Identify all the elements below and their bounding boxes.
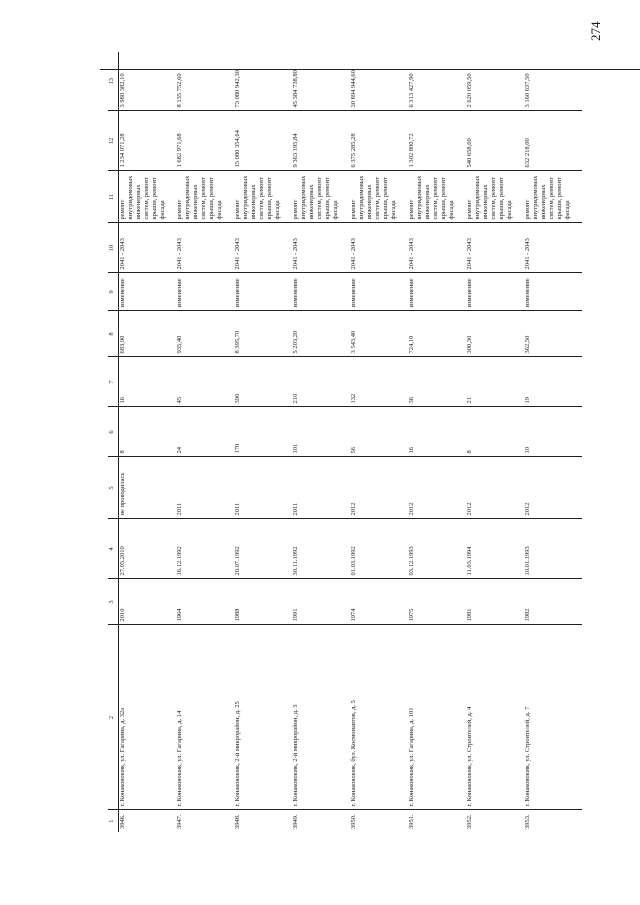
column-number: 1 [108, 810, 118, 832]
total-cell: 45 384 738,80 [292, 52, 350, 111]
type-cell: изменение [350, 273, 408, 311]
period-cell: 2041 - 2043 [466, 223, 524, 273]
column-number: 6 [108, 407, 118, 457]
type-cell: изменение [118, 273, 176, 311]
period-cell: 2041 - 2043 [292, 223, 350, 273]
privatization-year-cell: 2012 [466, 457, 524, 519]
total-cell: 73 080 942,30 [234, 52, 292, 111]
row-number: 3950. [350, 814, 357, 829]
program-table [108, 52, 582, 832]
privatization-year-cell: 2011 [234, 457, 292, 519]
area-cell: 8 395,70 [234, 311, 292, 357]
year-built-cell: 1981 [466, 579, 524, 625]
type-cell: изменение [524, 273, 582, 311]
table-row [350, 52, 408, 832]
column-7-cell: 210 [292, 357, 350, 407]
work-cell: ремонт внутридомовых инженерных систем, ремонт крыши, ремонт фасада [118, 171, 176, 223]
area-cell: 3 543,40 [350, 311, 408, 357]
row-number: 3952. [466, 814, 473, 829]
sum-cell: 15 080 354,64 [234, 111, 292, 171]
column-7-cell: 16 [118, 357, 176, 407]
column-7-cell: 45 [176, 357, 234, 407]
column-6-cell: 8 [466, 407, 524, 457]
column-number: 5 [108, 457, 118, 519]
type-cell: изменение [292, 273, 350, 311]
work-cell: ремонт внутридомовых инженерных систем, ремонт крыши, ремонт фасада [234, 171, 292, 223]
address-cell: г. Конаковокмк, ул. Гагарина, д. 101 [408, 625, 466, 810]
column-6-cell: 101 [292, 407, 350, 457]
work-cell: ремонт внутридомовых инженерных систем, ремонт крыши, ремонт фасада [176, 171, 234, 223]
privatization-year-cell: 2012 [408, 457, 466, 519]
type-cell: изменение [176, 273, 234, 311]
privatization-year-cell: не проводилась [118, 457, 176, 519]
row-number: 3949. [292, 814, 299, 829]
period-cell: 2041 - 2043 [176, 223, 234, 273]
row-number: 3953. [524, 814, 531, 829]
year-built-cell: 1974 [350, 579, 408, 625]
sum-cell: 6 375 285,28 [350, 111, 408, 171]
privatization-year-cell: 2011 [292, 457, 350, 519]
column-7-cell: 132 [350, 357, 408, 407]
year-built-cell: 1991 [292, 579, 350, 625]
table-row [176, 52, 234, 832]
total-cell: 30 894 944,60 [350, 52, 408, 111]
address-cell: г. Конаковокмк, ул. Гагарина, д. 14 [176, 625, 234, 810]
address-cell: г. Конаковокмк, ул. Строителей, д. 4 [466, 625, 524, 810]
work-cell: ремонт внутридомовых инженерных систем, ремонт крыши, ремонт фасада [408, 171, 466, 223]
row-number: 3947. [176, 814, 183, 829]
column-number: 2 [108, 625, 118, 810]
total-cell: 3 980 382,10 [118, 52, 176, 111]
type-cell: изменение [408, 273, 466, 311]
period-cell: 2041 - 2043 [118, 223, 176, 273]
table-row [118, 52, 176, 832]
year-built-cell: 1982 [524, 579, 582, 625]
type-cell: изменение [466, 273, 524, 311]
column-6-cell: 170 [234, 407, 292, 457]
column-6-cell: 16 [408, 407, 466, 457]
period-cell: 2041 - 2043 [234, 223, 292, 273]
area-cell: 935,40 [176, 311, 234, 357]
column-number: 13 [108, 52, 118, 111]
column-7-cell: 19 [524, 357, 582, 407]
column-number: 3 [108, 579, 118, 625]
column-number-row [108, 52, 118, 832]
year-built-cell: 1964 [176, 579, 234, 625]
period-cell: 2041 - 2043 [524, 223, 582, 273]
date-cell: 01.03.1992 [350, 519, 408, 579]
address-cell: г. Конаковокмк, бул. Космонавтов, д. 5 [350, 625, 408, 810]
sum-cell: 9 363 195,84 [292, 111, 350, 171]
row-number: 3946. [118, 814, 126, 829]
sum-cell: 1 234 071,28 [118, 111, 176, 171]
total-cell: 3 160 637,50 [524, 52, 582, 111]
work-cell: ремонт внутридомовых инженерных систем, ремонт крыши, ремонт фасада [350, 171, 408, 223]
period-cell: 2041 - 2043 [350, 223, 408, 273]
address-cell: г. Конаковокмк, 2-й микрорайон, д. 25 [234, 625, 292, 810]
date-cell: 16.12.1992 [176, 519, 234, 579]
column-7-cell: 21 [466, 357, 524, 407]
date-cell: 10.01.1993 [524, 519, 582, 579]
address-cell: г. Конаковокмк, ул. Строителей, д. 7 [524, 625, 582, 810]
privatization-year-cell: 2012 [350, 457, 408, 519]
date-cell: 30.11.1992 [292, 519, 350, 579]
type-cell: изменение [234, 273, 292, 311]
area-cell: 300,30 [466, 311, 524, 357]
address-cell: г. Конаковокмк, ул. Гагарина, д. 32а [118, 625, 176, 810]
date-cell: 11.03.1994 [466, 519, 524, 579]
column-7-cell: 36 [408, 357, 466, 407]
column-6-cell: 56 [350, 407, 408, 457]
page-number: 274 [588, 21, 603, 41]
work-cell: ремонт внутридомовых инженерных систем, ремонт крыши, ремонт фасада [292, 171, 350, 223]
table-row [408, 52, 466, 832]
column-number: 4 [108, 519, 118, 579]
column-7-cell: 390 [234, 357, 292, 407]
column-number: 8 [108, 311, 118, 357]
rotated-table-area [108, 52, 640, 832]
column-number: 12 [108, 111, 118, 171]
row-number: 3951. [408, 814, 415, 829]
year-built-cell: 1988 [234, 579, 292, 625]
table-row [466, 52, 524, 832]
date-cell: 03.12.1993 [408, 519, 466, 579]
sum-cell: 1 302 800,72 [408, 111, 466, 171]
date-cell: 27.05.2010 [118, 519, 176, 579]
sum-cell: 1 682 971,68 [176, 111, 234, 171]
sum-cell: 540 658,60 [466, 111, 524, 171]
column-number: 9 [108, 273, 118, 311]
period-cell: 2041 - 2043 [408, 223, 466, 273]
privatization-year-cell: 2012 [524, 457, 582, 519]
table-row [524, 52, 582, 832]
table-row [292, 52, 350, 832]
column-number: 7 [108, 357, 118, 407]
year-built-cell: 2010 [118, 579, 176, 625]
date-cell: 20.07.1992 [234, 519, 292, 579]
total-cell: 6 313 427,90 [408, 52, 466, 111]
total-cell: 2 620 059,50 [466, 52, 524, 111]
area-cell: 724,10 [408, 311, 466, 357]
column-6-cell: 8 [118, 407, 176, 457]
work-cell: ремонт внутридомовых инженерных систем, ремонт крыши, ремонт фасада [524, 171, 582, 223]
privatization-year-cell: 2011 [176, 457, 234, 519]
work-cell: ремонт внутридомовых инженерных систем, ремонт крыши, ремонт фасада [466, 171, 524, 223]
table-row [234, 52, 292, 832]
row-number: 3948. [234, 814, 241, 829]
column-number: 11 [108, 171, 118, 223]
address-cell: г. Конаковокмк, 2-й микрорайон, д. 3 [292, 625, 350, 810]
year-built-cell: 1975 [408, 579, 466, 625]
column-number: 10 [108, 223, 118, 273]
area-cell: 683,90 [118, 311, 176, 357]
area-cell: 5 203,20 [292, 311, 350, 357]
column-6-cell: 10 [524, 407, 582, 457]
column-6-cell: 24 [176, 407, 234, 457]
total-cell: 8 135 752,60 [176, 52, 234, 111]
sum-cell: 632 218,00 [524, 111, 582, 171]
area-cell: 362,50 [524, 311, 582, 357]
